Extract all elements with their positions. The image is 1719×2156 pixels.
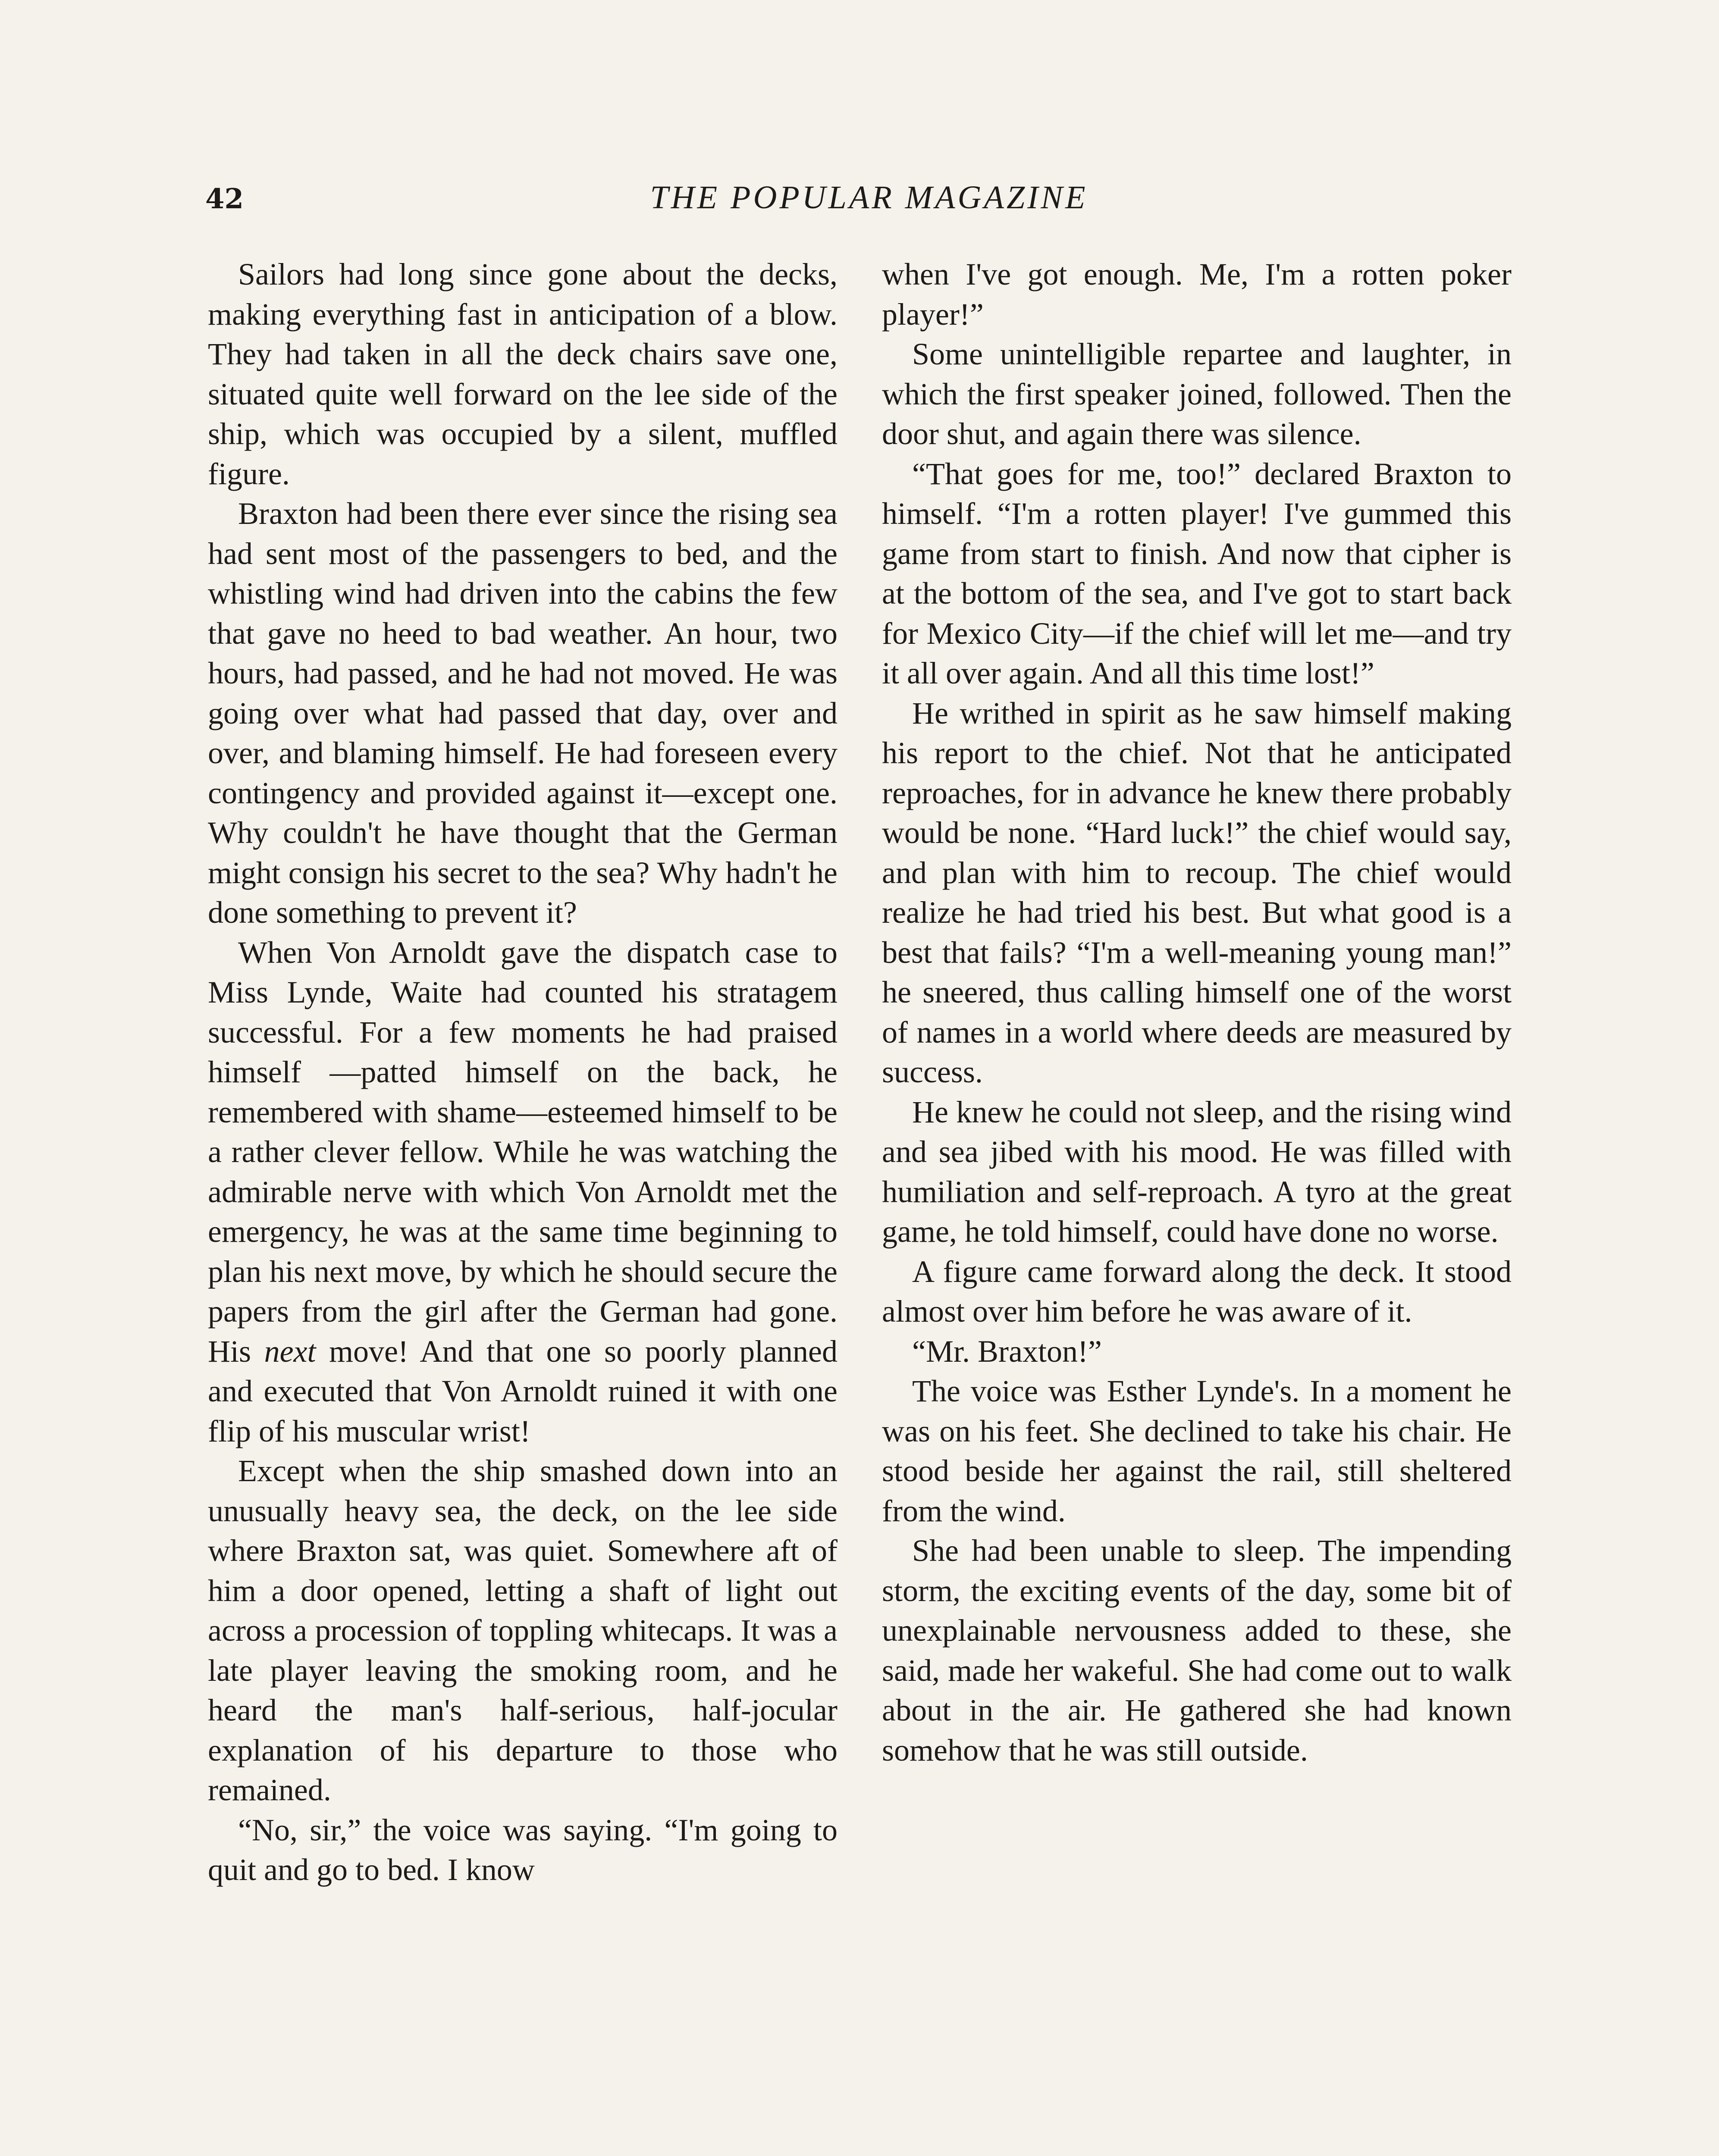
paragraph: He knew he could not sleep, and the rising wind and sea jibed with his mood. He was filled with humiliation and self-reproach. A tyro at the great game, he told himself, could have done no worse. [882, 1094, 1512, 1249]
paragraph [208, 933, 838, 1451]
paragraph-text: move! And that one so poorly planned and executed that Von Arnoldt ruined it with one flip of his muscular wrist! [208, 1334, 838, 1448]
paragraph: when I've got enough. Me, I'm a rotten poker player!” [882, 257, 1512, 332]
paragraph: He writhed in spirit as he saw himself making his report to the chief. Not that he anticipated reproaches, for in advance he knew there probably would be none. “Hard luck!” the chief would say, and plan with him to recoup. The chief would realize he had tried his best. But what good is a best that fails? “I'm a well-meaning young man!” he sneered, thus calling himself one of the worst of names in a world where deeds are measured by success. [882, 696, 1512, 1089]
paragraph: “That goes for me, too!” declared Braxton to himself. “I'm a rotten player! I've gummed this game from start to finish. And now that cipher is at the bottom of the sea, and I've got to start back for Mexico City—if the chief will let me—and try it all over again. And all this time lost!” [882, 456, 1512, 690]
paragraph-text: When Von Arnoldt gave the dispatch case to Miss Lynde, Waite had counted his stratagem successful. For a few moments he had praised himself —patted himself on the back, he remembered with shame—esteemed himself to be a rather clever fellow. While he was watching the admirable nerve with which Von Arnoldt met the emergency, he was at the same time beginning to plan his next move, by which he should secure the papers from the girl after the German had gone. His [208, 935, 838, 1369]
page-number: 42 [205, 183, 244, 215]
running-head: THE POPULAR MAGAZINE [650, 179, 1088, 216]
paragraph: “No, sir,” the voice was saying. “I'm going to quit and go to bed. I know [208, 1812, 838, 1887]
paragraph: She had been unable to sleep. The impending storm, the exciting events of the day, some bit of unexplainable nervousness added to these, she said, made her wakeful. She had come out to walk about in the air. He gathered she had known somehow that he was still outside. [882, 1533, 1512, 1767]
paragraph: Braxton had been there ever since the rising sea had sent most of the passengers to bed, and the whistling wind had driven into the cabins the few that gave no heed to bad weather. An hour, two hours, had passed, and he had not moved. He was going over what had passed that day, over and over, and blaming himself. He had foreseen every contingency and provided against it—except one. Why couldn't he have thought that the German might consign his secret to the sea? Why hadn't he done something to prevent it? [208, 496, 838, 930]
paragraph: Sailors had long since gone about the decks, making everything fast in anticipation of a blow. They had taken in all the deck chairs save one, situated quite well forward on the lee side of the ship, which was occupied by a silent, muffled figure. [208, 257, 838, 491]
paragraph: Some unintelligible repartee and laughter, in which the first speaker joined, followed. Then the door shut, and again there was silence. [882, 337, 1512, 451]
paragraph: “Mr. Braxton!” [912, 1334, 1102, 1369]
paragraph: The voice was Esther Lynde's. In a moment he was on his feet. She declined to take his chair. He stood beside her against the rail, still sheltered from the wind. [882, 1374, 1512, 1528]
emphasis-text: next [264, 1334, 316, 1369]
left-text-column [208, 254, 838, 1890]
paragraph: Except when the ship smashed down into an unusually heavy sea, the deck, on the lee side where Braxton sat, was quiet. Somewhere aft of him a door opened, letting a shaft of light out across a procession of toppling whitecaps. It was a late player leaving the smoking room, and he heard the man's half-serious, half-jocular explanation of his departure to those who remained. [208, 1454, 838, 1807]
right-text-column [882, 254, 1512, 1770]
paragraph: A figure came forward along the deck. It stood almost over him before he was aware of it. [882, 1254, 1512, 1329]
